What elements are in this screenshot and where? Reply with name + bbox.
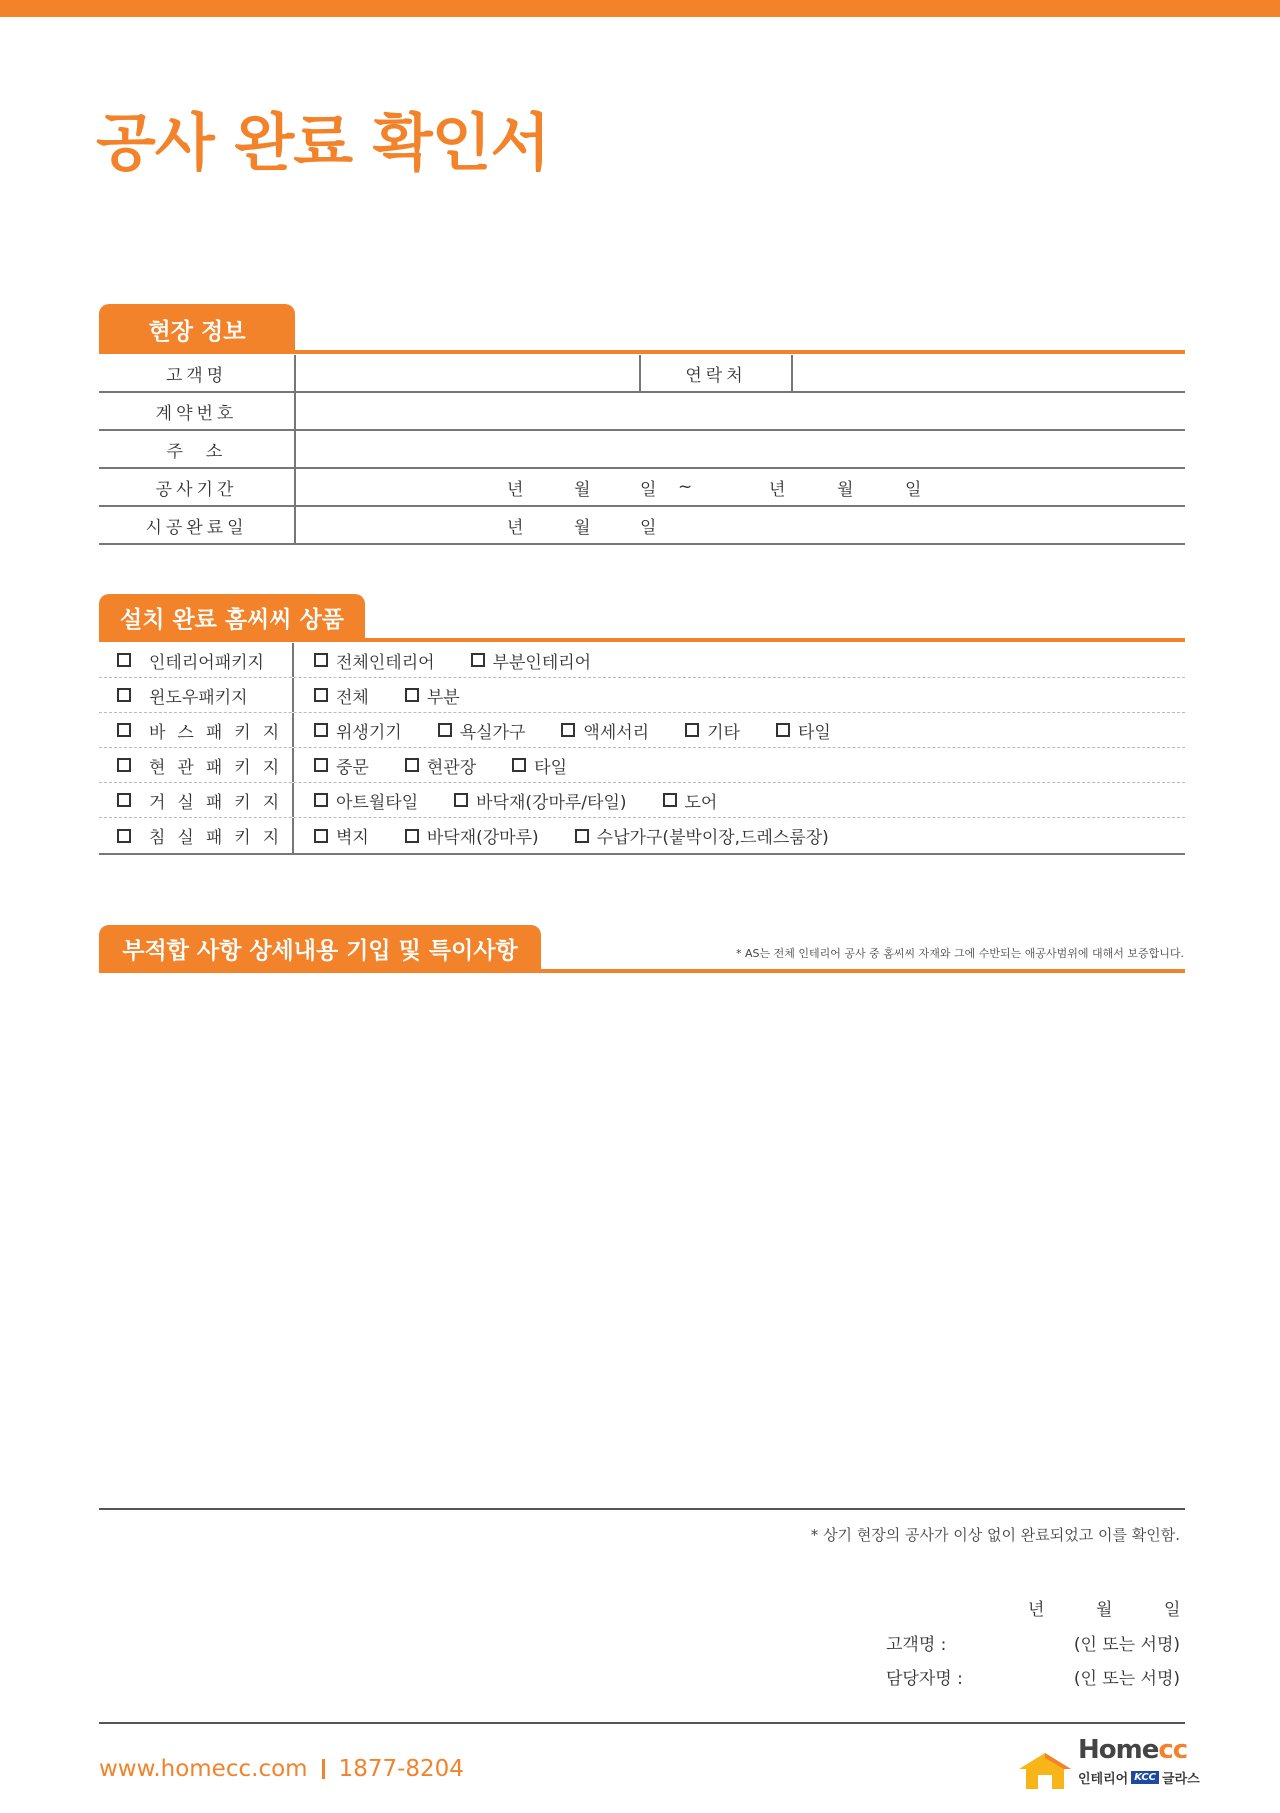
contract-no-field[interactable] (296, 393, 1185, 429)
product-option[interactable] (685, 718, 740, 743)
package-name: 인테리어패키지 (149, 652, 264, 673)
package-checkbox[interactable] (117, 723, 131, 737)
option-label: 중문 (336, 757, 369, 778)
option-checkbox[interactable] (575, 829, 589, 843)
product-options (294, 713, 1185, 747)
product-option[interactable] (575, 823, 829, 848)
product-package-label[interactable] (99, 643, 294, 677)
section-rule (99, 638, 1185, 642)
period-end-day: 일 (905, 479, 922, 500)
package-name: 침실패키지 (149, 828, 292, 848)
logo-sub-left: 인테리어 (1078, 1772, 1129, 1787)
option-label: 부분 (426, 687, 460, 708)
package-name: 거실패키지 (149, 792, 292, 813)
option-checkbox[interactable] (405, 758, 419, 772)
option-label: 현관장 (426, 757, 477, 778)
product-option[interactable] (314, 683, 369, 708)
sign-day: 일 (1164, 1600, 1181, 1620)
option-label: 위생기기 (336, 722, 402, 743)
option-checkbox[interactable] (776, 723, 790, 737)
section-rule (99, 350, 1185, 354)
option-label: 바닥재(강마루) (426, 828, 539, 848)
product-option[interactable] (314, 753, 369, 778)
product-row (99, 818, 1185, 855)
product-option[interactable] (405, 753, 476, 778)
as-warranty-note: * AS는 전체 인테리어 공사 중 홈씨씨 자재와 그에 수반되는 애공사범위에 대해서 보증합니다. (736, 947, 1184, 960)
divider (99, 1722, 1185, 1724)
option-checkbox[interactable] (561, 723, 575, 737)
sign-year: 년 (1028, 1600, 1045, 1620)
section-tab-site-info: 현장 정보 (99, 304, 295, 354)
website-link[interactable]: www.homecc.com (99, 1756, 308, 1782)
customer-sign-hint[interactable]: (인 또는 서명) (1073, 1635, 1180, 1655)
option-checkbox[interactable] (314, 723, 328, 737)
homecc-logo (1016, 1735, 1200, 1793)
product-package-label[interactable] (99, 748, 294, 782)
product-package-label[interactable] (99, 818, 294, 853)
option-label: 전체인테리어 (336, 652, 435, 673)
separator (322, 1759, 325, 1779)
info-row-completion (99, 507, 1185, 545)
address-field[interactable] (296, 431, 1185, 467)
option-label: 타일 (797, 722, 831, 743)
option-checkbox[interactable] (314, 653, 328, 667)
logo-sub-right: 글라스 (1162, 1772, 1200, 1787)
option-checkbox[interactable] (663, 793, 677, 807)
manager-sign-hint[interactable]: (인 또는 서명) (1073, 1669, 1180, 1689)
divider (99, 1508, 1185, 1510)
kcc-badge: KCC (1131, 1771, 1159, 1784)
option-label: 기타 (707, 722, 740, 743)
period-start-year: 년 (507, 479, 524, 500)
period-range-separator: ~ (678, 477, 693, 497)
logo-wordmark-accent: cc (1158, 1735, 1188, 1765)
option-checkbox[interactable] (438, 723, 452, 737)
logo-subtitle (1078, 1768, 1200, 1787)
option-checkbox[interactable] (314, 829, 328, 843)
package-checkbox[interactable] (117, 653, 131, 667)
product-option[interactable] (405, 683, 460, 708)
option-checkbox[interactable] (405, 688, 419, 702)
sign-month: 월 (1096, 1600, 1113, 1620)
period-field[interactable] (296, 469, 1185, 505)
info-row-contract (99, 393, 1185, 431)
house-icon (1016, 1751, 1074, 1791)
option-checkbox[interactable] (454, 793, 468, 807)
period-end-month: 월 (837, 479, 854, 500)
product-option[interactable] (314, 788, 418, 813)
package-checkbox[interactable] (117, 829, 131, 843)
option-checkbox[interactable] (471, 653, 485, 667)
package-name: 윈도우패키지 (149, 687, 248, 708)
manager-sign-label: 담당자명 : (886, 1669, 963, 1689)
document-title: 공사 완료 확인서 (96, 106, 550, 179)
completion-month: 월 (574, 517, 591, 538)
site-info-table (99, 355, 1185, 545)
top-accent-bar (0, 0, 1280, 17)
info-row-customer (99, 355, 1185, 393)
section-rule (99, 969, 1185, 973)
package-checkbox[interactable] (117, 688, 131, 702)
product-option[interactable] (471, 648, 592, 673)
product-row (99, 713, 1185, 748)
contract-no-label: 계약번호 (99, 393, 296, 429)
completion-year: 년 (507, 517, 524, 538)
option-label: 아트월타일 (336, 792, 419, 813)
address-label: 주 소 (99, 431, 296, 467)
remarks-area[interactable] (99, 975, 1185, 1505)
option-label: 벽지 (336, 828, 369, 848)
product-option[interactable] (454, 788, 626, 813)
product-option[interactable] (663, 788, 718, 813)
option-checkbox[interactable] (314, 793, 328, 807)
completion-date-label: 시공완료일 (99, 507, 296, 543)
option-label: 타일 (534, 757, 567, 778)
option-label: 욕실가구 (459, 722, 526, 743)
product-package-label[interactable] (99, 713, 294, 747)
confirmation-note: * 상기 현장의 공사가 이상 없이 완료되었고 이를 확인함. (810, 1526, 1180, 1544)
product-option[interactable] (512, 753, 567, 778)
package-checkbox[interactable] (117, 793, 131, 807)
logo-wordmark-main: Home (1078, 1735, 1159, 1765)
option-label: 바닥재(강마루/타일) (476, 792, 627, 813)
package-name: 현관패키지 (149, 757, 292, 778)
products-table (99, 643, 1185, 855)
phone-number: 1877-8204 (338, 1756, 464, 1782)
option-checkbox[interactable] (685, 723, 699, 737)
option-checkbox[interactable] (512, 758, 526, 772)
product-option[interactable] (314, 718, 402, 743)
contact-field[interactable] (793, 355, 1185, 391)
period-start-day: 일 (640, 479, 657, 500)
period-end-year: 년 (769, 479, 786, 500)
customer-name-label: 고객명 (99, 355, 296, 391)
customer-sign-label: 고객명 : (886, 1635, 947, 1655)
product-option[interactable] (438, 718, 526, 743)
product-option[interactable] (314, 823, 369, 848)
product-row (99, 643, 1185, 678)
product-package-label[interactable] (99, 678, 294, 712)
product-row (99, 748, 1185, 783)
option-checkbox[interactable] (405, 829, 419, 843)
customer-name-field[interactable] (296, 355, 639, 391)
info-row-period (99, 469, 1185, 507)
period-label: 공사기간 (99, 469, 296, 505)
period-start-month: 월 (574, 479, 591, 500)
option-label: 도어 (684, 792, 718, 813)
product-options (294, 678, 1185, 712)
section-tab-remarks: 부적합 사항 상세내용 기입 및 특이사항 (99, 925, 541, 972)
logo-wordmark (1078, 1737, 1187, 1763)
product-options (294, 818, 1185, 853)
product-options (294, 783, 1185, 817)
product-option[interactable] (776, 718, 831, 743)
product-options (294, 643, 1185, 677)
product-option[interactable] (314, 648, 435, 673)
option-label: 부분인테리어 (492, 652, 592, 673)
completion-day: 일 (640, 517, 657, 538)
product-package-label[interactable] (99, 783, 294, 817)
product-row (99, 678, 1185, 713)
product-options (294, 748, 1185, 782)
option-checkbox[interactable] (314, 758, 328, 772)
package-name: 바스패키지 (149, 722, 292, 743)
contact-label: 연락처 (639, 355, 793, 391)
product-row (99, 783, 1185, 818)
section-tab-products: 설치 완료 홈씨씨 상품 (99, 594, 365, 641)
option-label: 액세서리 (583, 722, 650, 743)
option-label: 전체 (336, 687, 369, 708)
completion-date-field[interactable] (296, 507, 1185, 543)
option-checkbox[interactable] (314, 688, 328, 702)
package-checkbox[interactable] (117, 758, 131, 772)
footer-contact (99, 1756, 464, 1782)
product-option[interactable] (405, 823, 539, 848)
product-option[interactable] (561, 718, 649, 743)
option-label: 수납가구(붙박이장,드레스룸장) (596, 828, 829, 848)
info-row-address (99, 431, 1185, 469)
